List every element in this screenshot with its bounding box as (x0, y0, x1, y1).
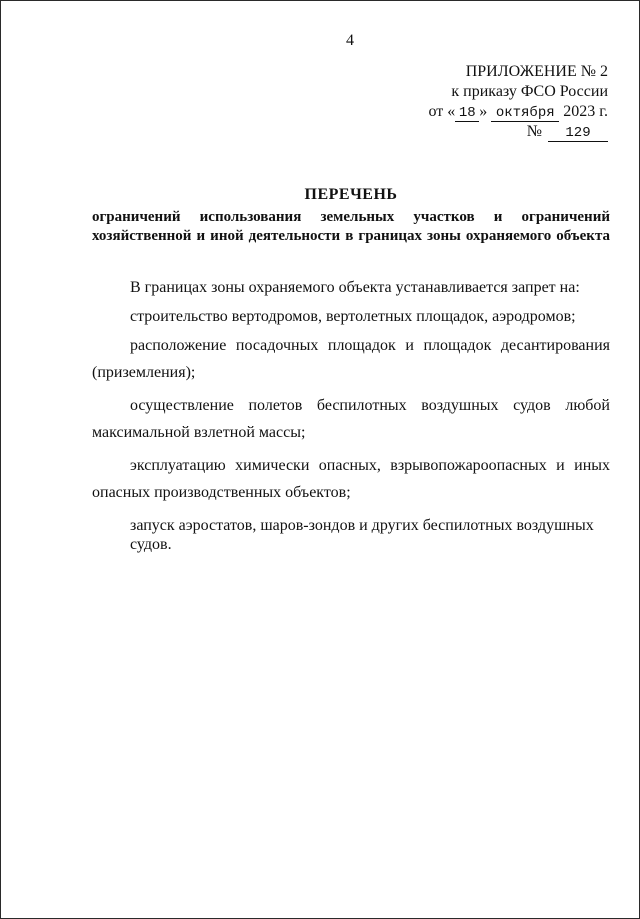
appendix-header (428, 62, 608, 142)
item2-line1: расположение посадочных площадок и площадок десантирования (130, 337, 610, 354)
date-prefix: от « (428, 103, 456, 120)
appendix-title: ПРИЛОЖЕНИЕ № 2 (465, 63, 608, 80)
restriction-item-5 (92, 516, 610, 554)
document-subtitle-line1: ограничений использования земельных участков и ограничений (92, 209, 610, 225)
document-body (92, 278, 610, 554)
intro-line: В границах зоны охраняемого объекта устанавливается запрет на: (130, 279, 580, 296)
document-title: ПЕРЕЧЕНЬ (304, 186, 398, 203)
appendix-date (428, 102, 608, 122)
item3-line2: максимальной взлетной массы; (92, 424, 306, 441)
date-month: октября (491, 106, 559, 122)
date-mid: » (479, 103, 488, 120)
appendix-order-ref: к приказу ФСО России (451, 83, 608, 100)
date-year: 2023 г. (563, 103, 608, 120)
item4-line1: эксплуатацию химически опасных, взрывопожароопасных и иных (130, 457, 610, 474)
page-number: 4 (346, 32, 354, 49)
restriction-item-3 (92, 396, 610, 442)
item4-line2: опасных производственных объектов; (92, 484, 351, 501)
number-label: № (526, 123, 542, 140)
restriction-item-1 (92, 307, 610, 326)
item3-line1: осуществление полетов беспилотных воздушных судов любой (130, 397, 610, 414)
restriction-item-2 (92, 336, 610, 382)
number-value: 129 (548, 126, 608, 142)
document-subtitle-line2: хозяйственной и иной деятельности в границах зоны охраняемого объекта (92, 228, 610, 244)
restriction-item-4 (92, 456, 610, 502)
appendix-number (428, 122, 608, 142)
intro-paragraph (92, 278, 610, 297)
item2-line2: (приземления); (92, 364, 196, 381)
item1-line: строительство вертодромов, вертолетных площадок, аэродромов; (130, 308, 576, 325)
item5-line: запуск аэростатов, шаров-зондов и других беспилотных воздушных судов. (130, 517, 594, 553)
document-title-block (92, 186, 610, 246)
date-day: 18 (455, 106, 479, 122)
